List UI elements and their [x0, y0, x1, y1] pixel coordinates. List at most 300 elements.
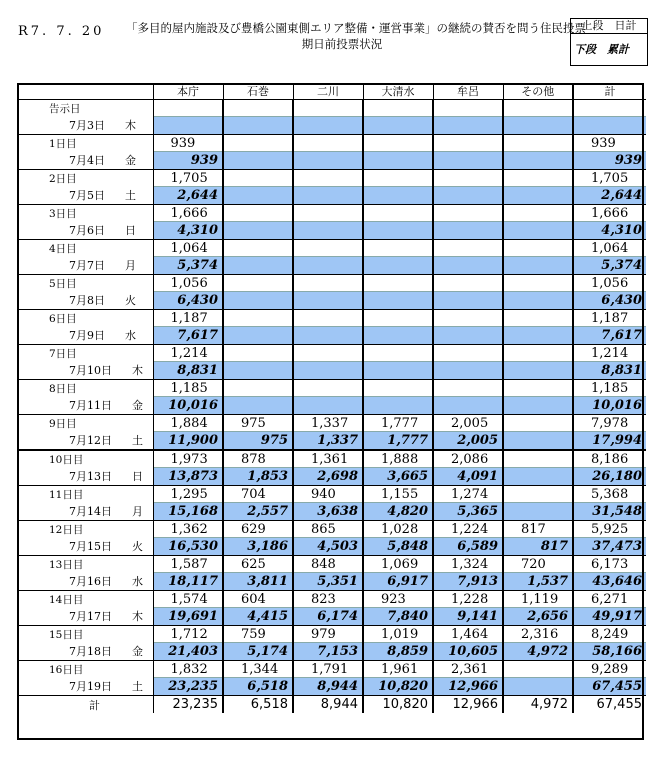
cumulative-cell: 58,166 [573, 643, 646, 661]
table-row-daily [17, 591, 646, 608]
cumulative-cell [503, 327, 573, 345]
daily-cell: 923 [363, 591, 433, 608]
cumulative-cell: 975 [223, 432, 293, 451]
cumulative-cell [433, 257, 503, 275]
date-text: 7月11日 [69, 399, 112, 413]
daily-cell [503, 170, 573, 187]
daily-cell [223, 380, 293, 397]
weekday-text: 木 [132, 610, 143, 624]
daily-cell: 1,344 [223, 661, 293, 678]
cumulative-cell [433, 397, 503, 415]
col-header: 牟呂 [433, 83, 503, 100]
daily-cell [433, 205, 503, 222]
total-cell: 23,235 [153, 696, 223, 714]
date-label [17, 117, 153, 135]
daily-cell [293, 205, 363, 222]
daily-cell [573, 100, 646, 117]
cumulative-cell: 9,141 [433, 608, 503, 626]
cumulative-cell [503, 222, 573, 240]
table-row-daily [17, 626, 646, 643]
cumulative-cell: 4,820 [363, 503, 433, 521]
cumulative-cell [433, 292, 503, 310]
date-label [17, 538, 153, 556]
weekday-text: 金 [132, 399, 143, 413]
legend-bottom: 下段 累計 [574, 43, 629, 56]
cumulative-cell: 8,831 [573, 362, 646, 380]
daily-cell [503, 486, 573, 503]
cumulative-cell [363, 397, 433, 415]
daily-cell: 1,888 [363, 450, 433, 468]
date-label [17, 362, 153, 380]
daily-cell [363, 275, 433, 292]
cumulative-cell [293, 362, 363, 380]
date-text: 7月7日 [69, 259, 105, 273]
date-label [17, 187, 153, 205]
cumulative-cell [433, 187, 503, 205]
daily-cell: 1,224 [433, 521, 503, 538]
daily-cell: 1,884 [153, 415, 223, 432]
cumulative-cell: 5,848 [363, 538, 433, 556]
cumulative-cell: 817 [503, 538, 573, 556]
date-text: 7月18日 [69, 645, 112, 659]
table-row-cumulative [17, 643, 646, 661]
table-row-cumulative [17, 362, 646, 380]
table-row-daily [17, 345, 646, 362]
cumulative-cell [503, 117, 573, 135]
cumulative-cell [363, 327, 433, 345]
cumulative-cell [503, 503, 573, 521]
table-row-daily [17, 100, 646, 117]
cumulative-cell [363, 362, 433, 380]
cumulative-cell [223, 117, 293, 135]
date-text: 7月16日 [69, 575, 112, 589]
date-label [17, 397, 153, 415]
table-row-daily [17, 310, 646, 327]
table-row-daily [17, 170, 646, 187]
daily-cell [293, 380, 363, 397]
cumulative-cell [433, 222, 503, 240]
cumulative-cell: 67,455 [573, 678, 646, 696]
cumulative-cell: 939 [573, 152, 646, 170]
daily-cell [363, 240, 433, 257]
weekday-text: 土 [132, 434, 143, 448]
table-row-cumulative [17, 117, 646, 135]
cumulative-cell: 2,005 [433, 432, 503, 451]
weekday-text: 土 [125, 189, 136, 203]
daily-cell [503, 380, 573, 397]
daily-cell: 940 [293, 486, 363, 503]
daily-cell: 823 [293, 591, 363, 608]
table-row-daily [17, 486, 646, 503]
daily-cell: 1,056 [153, 275, 223, 292]
cumulative-cell [223, 222, 293, 240]
daily-cell [363, 135, 433, 152]
cumulative-cell [293, 222, 363, 240]
daily-cell [223, 310, 293, 327]
daily-cell [293, 345, 363, 362]
cumulative-cell [363, 187, 433, 205]
cumulative-cell: 7,617 [153, 327, 223, 345]
day-label: 5日目 [17, 275, 153, 292]
daily-cell [503, 240, 573, 257]
daily-cell: 2,005 [433, 415, 503, 432]
daily-cell [223, 205, 293, 222]
cumulative-cell [293, 187, 363, 205]
cumulative-cell: 2,644 [573, 187, 646, 205]
cumulative-cell: 43,646 [573, 573, 646, 591]
cumulative-cell [503, 468, 573, 486]
cumulative-cell [503, 678, 573, 696]
cumulative-cell [223, 327, 293, 345]
cumulative-cell [293, 117, 363, 135]
weekday-text: 金 [125, 154, 136, 168]
cumulative-cell: 6,518 [223, 678, 293, 696]
date-label [17, 643, 153, 661]
total-cell: 8,944 [293, 696, 363, 714]
weekday-text: 土 [132, 680, 143, 694]
table-row-cumulative [17, 503, 646, 521]
day-label: 6日目 [17, 310, 153, 327]
daily-cell [503, 135, 573, 152]
cumulative-cell: 2,698 [293, 468, 363, 486]
col-header: 石巻 [223, 83, 293, 100]
weekday-text: 金 [132, 645, 143, 659]
table-row-daily [17, 556, 646, 573]
date-label [17, 678, 153, 696]
daily-cell: 1,464 [433, 626, 503, 643]
daily-cell [153, 100, 223, 117]
day-label: 12日目 [17, 521, 153, 538]
date-text: 7月19日 [69, 680, 112, 694]
cumulative-cell: 8,859 [363, 643, 433, 661]
cumulative-cell [363, 152, 433, 170]
cumulative-cell [433, 117, 503, 135]
cumulative-cell: 10,820 [363, 678, 433, 696]
cumulative-cell [503, 432, 573, 451]
daily-cell [363, 310, 433, 327]
cumulative-cell [503, 292, 573, 310]
daily-cell: 1,666 [153, 205, 223, 222]
daily-cell [223, 240, 293, 257]
header-blank [17, 83, 153, 100]
daily-cell [223, 345, 293, 362]
daily-cell [503, 661, 573, 678]
daily-cell: 6,271 [573, 591, 646, 608]
daily-cell: 1,228 [433, 591, 503, 608]
day-label: 13日目 [17, 556, 153, 573]
daily-cell: 1,777 [363, 415, 433, 432]
cumulative-cell [503, 152, 573, 170]
table-row-cumulative [17, 678, 646, 696]
cumulative-cell [363, 257, 433, 275]
daily-cell: 6,173 [573, 556, 646, 573]
date-text: 7月9日 [69, 329, 105, 343]
date-text: 7月5日 [69, 189, 105, 203]
daily-cell [503, 345, 573, 362]
daily-cell [363, 380, 433, 397]
daily-cell: 1,155 [363, 486, 433, 503]
table-row-daily [17, 450, 646, 468]
cumulative-cell [223, 362, 293, 380]
col-header: 計 [573, 83, 646, 100]
title-line-2: 期日前投票状況 [301, 37, 383, 51]
cumulative-cell: 1,853 [223, 468, 293, 486]
cumulative-cell: 3,811 [223, 573, 293, 591]
daily-cell: 1,214 [573, 345, 646, 362]
day-label: 8日目 [17, 380, 153, 397]
title-line-1: 「多目的屋内施設及び豊橋公園東側エリア整備・運営事業」の継続の賛否を問う住民投票 [126, 21, 586, 35]
weekday-text: 日 [125, 224, 136, 238]
daily-cell [223, 100, 293, 117]
daily-cell: 1,185 [573, 380, 646, 397]
daily-cell: 1,705 [153, 170, 223, 187]
cumulative-cell: 3,638 [293, 503, 363, 521]
daily-cell: 2,361 [433, 661, 503, 678]
date-label [17, 292, 153, 310]
daily-cell: 2,086 [433, 450, 503, 468]
cumulative-cell: 3,186 [223, 538, 293, 556]
cumulative-cell: 5,374 [153, 257, 223, 275]
cumulative-cell: 49,917 [573, 608, 646, 626]
daily-cell: 5,925 [573, 521, 646, 538]
cumulative-cell [223, 292, 293, 310]
total-cell: 67,455 [573, 696, 646, 714]
cumulative-cell [363, 222, 433, 240]
daily-cell: 625 [223, 556, 293, 573]
table-row-daily [17, 380, 646, 397]
date-label [17, 432, 153, 451]
cumulative-cell [293, 152, 363, 170]
date-text: 7月10日 [69, 364, 112, 378]
table-row-cumulative [17, 397, 646, 415]
table-row-cumulative [17, 327, 646, 345]
daily-cell [293, 100, 363, 117]
daily-cell: 629 [223, 521, 293, 538]
cumulative-cell [223, 152, 293, 170]
cumulative-cell: 1,777 [363, 432, 433, 451]
cumulative-cell [503, 257, 573, 275]
daily-cell [223, 275, 293, 292]
cumulative-cell: 6,430 [153, 292, 223, 310]
cumulative-cell: 4,972 [503, 643, 573, 661]
total-cell: 10,820 [363, 696, 433, 714]
daily-cell: 759 [223, 626, 293, 643]
day-label: 告示日 [17, 100, 153, 117]
daily-cell: 720 [503, 556, 573, 573]
date-label [17, 152, 153, 170]
daily-cell: 9,289 [573, 661, 646, 678]
weekday-text: 火 [125, 294, 136, 308]
total-cell: 6,518 [223, 696, 293, 714]
cumulative-cell: 5,374 [573, 257, 646, 275]
table-row-daily [17, 521, 646, 538]
daily-cell: 1,064 [153, 240, 223, 257]
cumulative-cell: 4,310 [153, 222, 223, 240]
cumulative-cell [153, 117, 223, 135]
weekday-text: 木 [125, 119, 136, 133]
day-label: 16日目 [17, 661, 153, 678]
daily-cell: 8,249 [573, 626, 646, 643]
cumulative-cell: 12,966 [433, 678, 503, 696]
day-label: 10日目 [17, 450, 153, 468]
table-row-daily [17, 661, 646, 678]
daily-cell: 939 [153, 135, 223, 152]
daily-cell: 1,214 [153, 345, 223, 362]
cumulative-cell: 6,589 [433, 538, 503, 556]
date-text: 7月8日 [69, 294, 105, 308]
report-date: R7. 7. 20 [18, 24, 105, 39]
daily-cell: 1,666 [573, 205, 646, 222]
daily-cell [293, 135, 363, 152]
page-title [126, 20, 586, 52]
daily-cell: 1,705 [573, 170, 646, 187]
cumulative-cell [293, 292, 363, 310]
day-label: 9日目 [17, 415, 153, 432]
cumulative-cell: 26,180 [573, 468, 646, 486]
daily-cell [433, 345, 503, 362]
weekday-text: 月 [125, 259, 136, 273]
day-label: 1日目 [17, 135, 153, 152]
table-row-cumulative [17, 292, 646, 310]
total-cell: 4,972 [503, 696, 573, 714]
table-row-cumulative [17, 222, 646, 240]
cumulative-cell: 8,944 [293, 678, 363, 696]
daily-cell [433, 275, 503, 292]
cumulative-cell: 15,168 [153, 503, 223, 521]
daily-cell: 1,712 [153, 626, 223, 643]
weekday-text: 水 [125, 329, 136, 343]
daily-cell [293, 310, 363, 327]
daily-cell: 939 [573, 135, 646, 152]
daily-cell: 1,185 [153, 380, 223, 397]
date-label [17, 257, 153, 275]
daily-cell: 1,187 [573, 310, 646, 327]
daily-cell [503, 205, 573, 222]
cumulative-cell: 37,473 [573, 538, 646, 556]
table-row-cumulative [17, 538, 646, 556]
daily-cell [433, 310, 503, 327]
table-row-cumulative [17, 257, 646, 275]
cumulative-cell: 6,430 [573, 292, 646, 310]
cumulative-cell [223, 397, 293, 415]
table-row-daily [17, 275, 646, 292]
date-text: 7月17日 [69, 610, 112, 624]
cumulative-cell: 10,016 [573, 397, 646, 415]
table-row-daily [17, 415, 646, 432]
cumulative-cell: 13,873 [153, 468, 223, 486]
weekday-text: 木 [132, 364, 143, 378]
daily-cell [503, 310, 573, 327]
col-header: 大清水 [363, 83, 433, 100]
cumulative-cell [433, 152, 503, 170]
cumulative-cell: 2,644 [153, 187, 223, 205]
cumulative-cell: 2,557 [223, 503, 293, 521]
cumulative-cell: 21,403 [153, 643, 223, 661]
cumulative-cell: 7,153 [293, 643, 363, 661]
day-label: 7日目 [17, 345, 153, 362]
day-label: 11日目 [17, 486, 153, 503]
table-row-cumulative [17, 468, 646, 486]
daily-cell: 1,973 [153, 450, 223, 468]
cumulative-cell: 7,617 [573, 327, 646, 345]
daily-cell: 704 [223, 486, 293, 503]
daily-cell: 5,368 [573, 486, 646, 503]
date-label [17, 468, 153, 486]
table-row-cumulative [17, 152, 646, 170]
daily-cell: 1,362 [153, 521, 223, 538]
cumulative-cell: 11,900 [153, 432, 223, 451]
cumulative-cell: 4,415 [223, 608, 293, 626]
table-row-cumulative [17, 432, 646, 451]
day-label: 14日目 [17, 591, 153, 608]
day-label: 3日目 [17, 205, 153, 222]
cumulative-cell: 1,537 [503, 573, 573, 591]
daily-cell: 865 [293, 521, 363, 538]
cumulative-cell [573, 117, 646, 135]
weekday-text: 火 [132, 540, 143, 554]
table-row-daily [17, 205, 646, 222]
daily-cell [503, 450, 573, 468]
date-label [17, 608, 153, 626]
col-header: 本庁 [153, 83, 223, 100]
date-text: 7月6日 [69, 224, 105, 238]
date-label [17, 222, 153, 240]
daily-cell [433, 240, 503, 257]
daily-cell: 8,186 [573, 450, 646, 468]
cumulative-cell: 4,091 [433, 468, 503, 486]
daily-cell [293, 275, 363, 292]
daily-cell: 817 [503, 521, 573, 538]
daily-cell: 1,337 [293, 415, 363, 432]
cumulative-cell [503, 362, 573, 380]
daily-cell [293, 170, 363, 187]
daily-cell [433, 100, 503, 117]
cumulative-cell: 10,605 [433, 643, 503, 661]
cumulative-cell [223, 257, 293, 275]
weekday-text: 月 [132, 505, 143, 519]
daily-cell: 1,361 [293, 450, 363, 468]
day-label: 15日目 [17, 626, 153, 643]
day-label: 2日目 [17, 170, 153, 187]
date-label [17, 503, 153, 521]
cumulative-cell [293, 327, 363, 345]
daily-cell [433, 380, 503, 397]
daily-cell: 1,324 [433, 556, 503, 573]
daily-cell [503, 275, 573, 292]
daily-cell [363, 205, 433, 222]
daily-cell [433, 135, 503, 152]
daily-cell: 1,574 [153, 591, 223, 608]
cumulative-cell: 939 [153, 152, 223, 170]
daily-cell: 1,119 [503, 591, 573, 608]
cumulative-cell: 18,117 [153, 573, 223, 591]
cumulative-cell: 5,365 [433, 503, 503, 521]
daily-cell: 848 [293, 556, 363, 573]
cumulative-cell: 5,351 [293, 573, 363, 591]
cumulative-cell: 10,016 [153, 397, 223, 415]
cumulative-cell [503, 187, 573, 205]
date-text: 7月15日 [69, 540, 112, 554]
cumulative-cell: 19,691 [153, 608, 223, 626]
day-label: 4日目 [17, 240, 153, 257]
cumulative-cell: 5,174 [223, 643, 293, 661]
daily-cell [363, 170, 433, 187]
legend-box [570, 18, 648, 66]
daily-cell [293, 240, 363, 257]
header-row [17, 83, 646, 100]
daily-cell: 1,791 [293, 661, 363, 678]
cumulative-cell: 23,235 [153, 678, 223, 696]
